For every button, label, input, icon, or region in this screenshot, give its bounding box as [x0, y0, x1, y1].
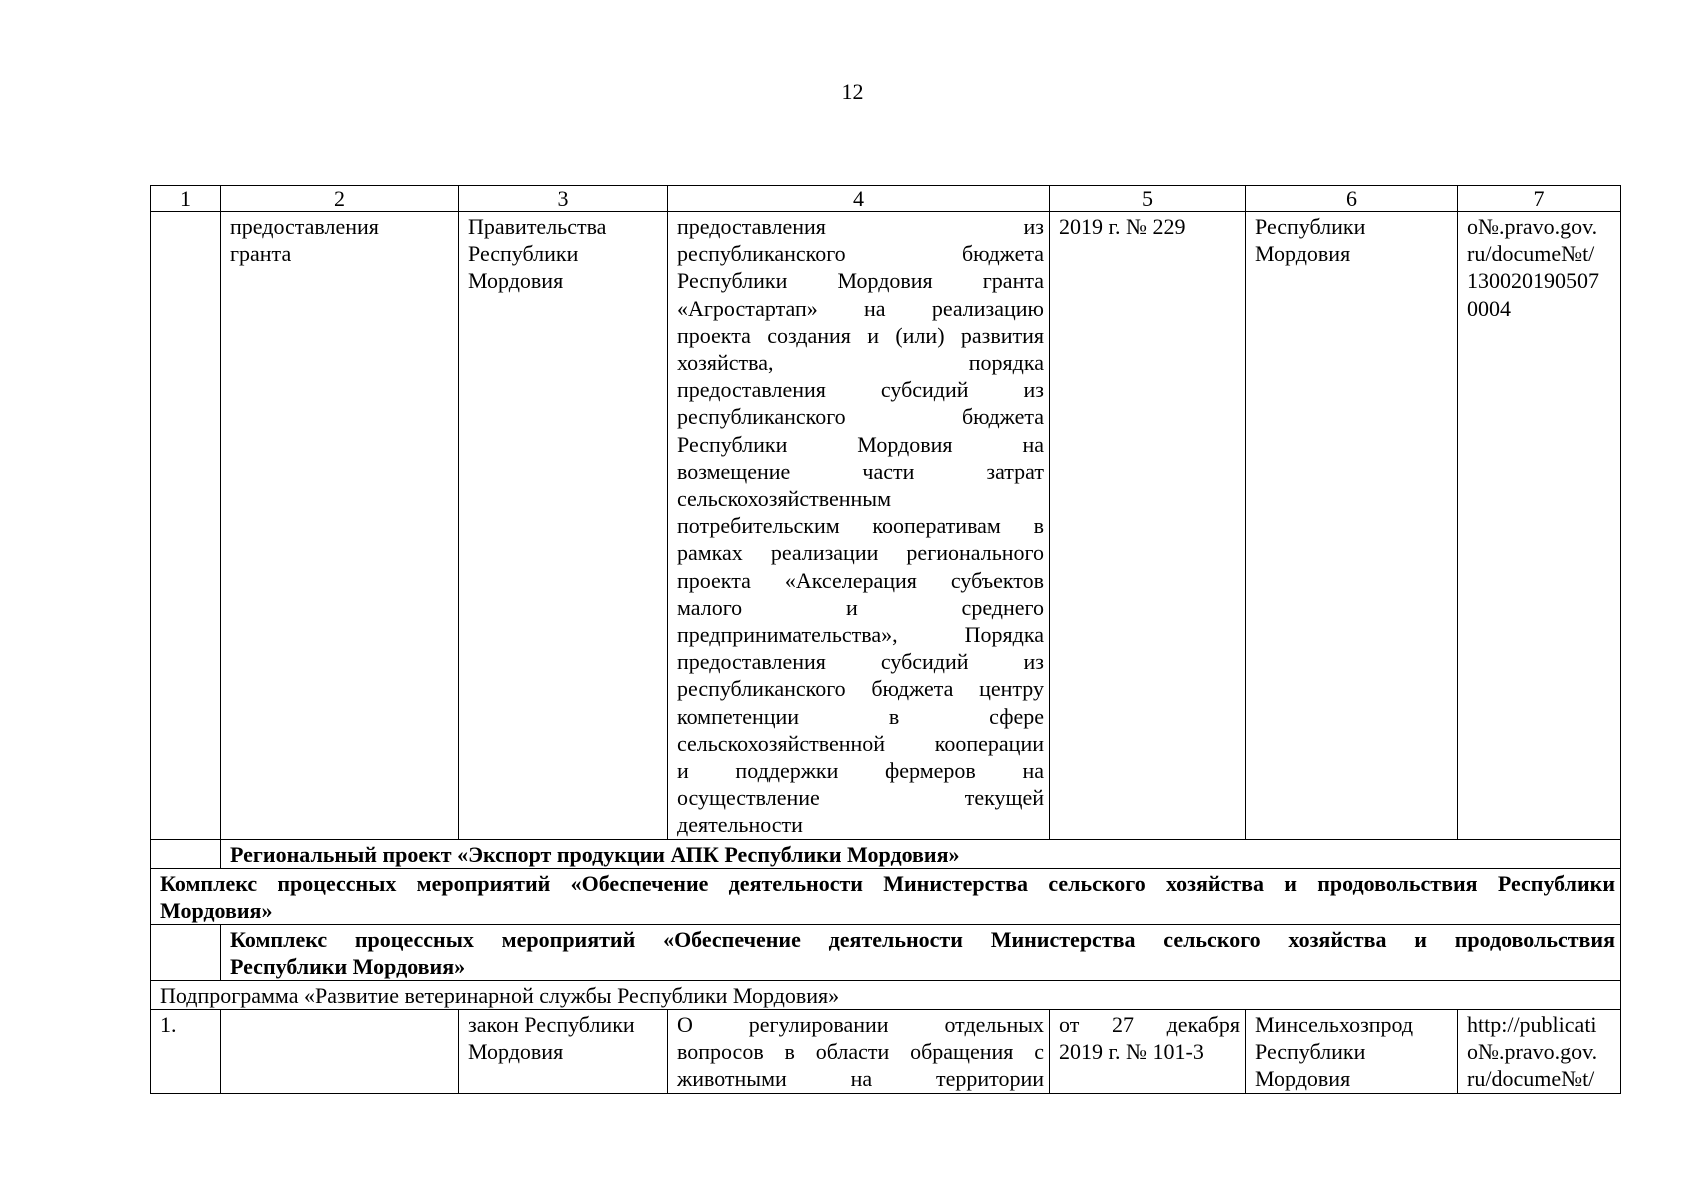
cell-line: от 27 декабря	[1059, 1012, 1240, 1037]
cell-line: республиканского бюджета центру	[677, 676, 1044, 702]
cell-line: Республики Мордовия»	[230, 954, 466, 979]
cell-line: Республики	[468, 241, 579, 267]
row-number-cell	[151, 212, 221, 840]
table-header-row	[151, 186, 1621, 212]
act-date-cell	[1050, 1010, 1246, 1094]
act-title-cell	[668, 1010, 1050, 1094]
cell-line: проекта «Акселерация субъектов	[677, 567, 1044, 593]
column-header: 1	[151, 186, 221, 212]
cell-line: 0004	[1467, 295, 1511, 321]
cell-line: деятельности	[677, 812, 803, 838]
cell-line: Мордовия	[468, 1039, 564, 1065]
legal-acts-table	[150, 185, 1621, 1094]
cell-line: хозяйства, порядка	[677, 350, 1044, 376]
source-link-cell	[1458, 1010, 1621, 1094]
cell-line: сельскохозяйственным	[677, 486, 891, 512]
cell-line: животными на территории	[677, 1066, 1044, 1092]
column-header: 2	[221, 186, 459, 212]
cell-line: предоставления субсидий из	[677, 377, 1044, 403]
cell-line: предпринимательства», Порядка	[677, 622, 1044, 648]
column-header: 3	[459, 186, 668, 212]
act-date-cell	[1050, 212, 1246, 840]
act-kind-cell	[221, 1010, 459, 1094]
section-row-regional-project	[151, 840, 1621, 869]
cell-line: ru/docume№t/	[1467, 241, 1595, 267]
cell-line: возмещение части затрат	[677, 458, 1044, 484]
cell-line: осуществление текущей	[677, 785, 1044, 811]
issuer-cell	[459, 212, 668, 840]
source-link-cell	[1458, 212, 1621, 840]
cell-line: Мордовия	[1255, 1066, 1351, 1092]
section-row-complex-sub	[151, 925, 1621, 981]
table-row	[151, 1010, 1621, 1094]
page-number: 12	[841, 79, 864, 104]
cell-line: закон Республики	[468, 1012, 635, 1037]
cell-line: Минсельхозпрод	[1255, 1012, 1414, 1037]
cell-line: вопросов в области обращения с	[677, 1039, 1044, 1065]
cell-line: 130020190507	[1467, 268, 1599, 294]
cell-line: Республики Мордовия гранта	[677, 268, 1044, 294]
section-title-wrap	[160, 870, 1615, 924]
cell-line: и поддержки фермеров на	[677, 758, 1044, 784]
cell-line: компетенции в сфере	[677, 703, 1044, 729]
section-title: Подпрограмма «Развитие ветеринарной службы Республики Мордовия»	[151, 981, 1621, 1010]
empty-cell	[151, 925, 221, 981]
cell-line: потребительским кооперативам в	[677, 513, 1044, 539]
cell-line: малого и среднего	[677, 594, 1044, 620]
issuer-cell	[459, 1010, 668, 1094]
cell-line: О регулировании отдельных	[677, 1012, 1044, 1037]
cell-line: Мордовия»	[160, 898, 273, 923]
cell-line: предоставления из	[677, 214, 1044, 239]
empty-cell	[151, 840, 221, 869]
cell-line: сельскохозяйственной кооперации	[677, 730, 1044, 756]
cell-line: Республики	[1255, 1039, 1366, 1065]
cell-line: o№.pravo.gov.	[1467, 214, 1598, 239]
cell-line: 2019 г. № 229	[1059, 214, 1186, 239]
table-row	[151, 212, 1621, 840]
cell-line: гранта	[230, 241, 292, 267]
section-title-wrap	[230, 926, 1615, 980]
cell-line: проекта создания и (или) развития	[677, 322, 1044, 348]
cell-line: предоставления	[230, 214, 379, 239]
cell-line: Республики Мордовия на	[677, 431, 1044, 457]
cell-line: рамках реализации регионального	[677, 540, 1044, 566]
cell-line: http://publicati	[1467, 1012, 1597, 1037]
cell-line: Республики	[1255, 214, 1366, 239]
cell-line: Комплекс процессных мероприятий «Обеспечение деятельности Министерства сельского хозяйства и продовольствия Республики	[160, 871, 1615, 896]
cell-line: 2019 г. № 101-3	[1059, 1039, 1204, 1065]
cell-line: ru/docume№t/	[1467, 1066, 1595, 1092]
cell-line: Мордовия	[1255, 241, 1351, 267]
section-title: Региональный проект «Экспорт продукции АПК Республики Мордовия»	[221, 840, 1621, 869]
section-title	[221, 925, 1621, 981]
column-header: 6	[1246, 186, 1458, 212]
cell-line: Мордовия	[468, 268, 564, 294]
section-row-complex	[151, 869, 1621, 925]
responsible-cell	[1246, 1010, 1458, 1094]
cell-line: «Агростартап» на реализацию	[677, 295, 1044, 321]
row-number-cell: 1.	[151, 1010, 221, 1094]
cell-line: Правительства	[468, 214, 607, 239]
cell-line: o№.pravo.gov.	[1467, 1039, 1598, 1065]
section-row-subprogram	[151, 981, 1621, 1010]
column-header: 4	[668, 186, 1050, 212]
cell-line: республиканского бюджета	[677, 404, 1044, 430]
responsible-cell	[1246, 212, 1458, 840]
act-kind-cell	[221, 212, 459, 840]
cell-line: предоставления субсидий из	[677, 649, 1044, 675]
cell-line: Комплекс процессных мероприятий «Обеспечение деятельности Министерства сельского хозяйства и продовольствия	[230, 927, 1615, 952]
column-header: 7	[1458, 186, 1621, 212]
section-title	[151, 869, 1621, 925]
cell-line: республиканского бюджета	[677, 241, 1044, 267]
column-header: 5	[1050, 186, 1246, 212]
act-title-cell	[668, 212, 1050, 840]
